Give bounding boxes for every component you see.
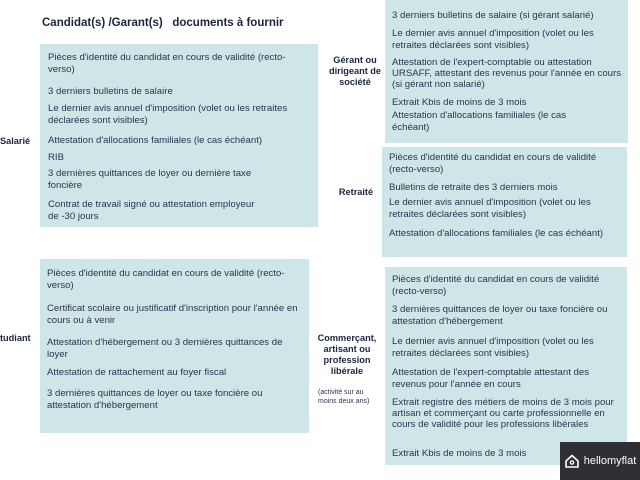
document-item: Attestation de l'expert-comptable attestant des revenus pour l'année en cours	[392, 367, 590, 390]
document-item: 3 derniers bulletins de salaire	[48, 86, 173, 97]
category-label-etudiant: tudiant	[0, 333, 31, 343]
document-item: Attestation d'allocations familiales (le cas échéant)	[392, 110, 567, 133]
document-item: Le dernier avis annuel d'imposition (volet ou les retraites déclarées sont visibles)	[48, 103, 288, 126]
category-label-salarie: Salarié	[0, 136, 31, 146]
category-label-commercant: Commerçant, artisant ou profession libérale	[317, 333, 377, 376]
document-item: RIB	[48, 152, 64, 163]
document-item: Le dernier avis annuel d'imposition (volet ou les retraites déclarées sont visibles)	[389, 197, 591, 220]
document-item: Le dernier avis annuel d'imposition (volet ou les retraites déclarées sont visibles)	[392, 28, 594, 51]
document-item: Attestation de l'expert-comptable ou attestation URSAFF, attestant des revenus pour l'année en cours (si gérant non salarié)	[392, 57, 622, 90]
document-item: Contrat de travail signé ou attestation employeur de -30 jours	[48, 199, 255, 222]
document-item: Pièces d'identité du candidat en cours de validité (recto-verso)	[389, 152, 597, 175]
document-item: 3 dernières quittances de loyer ou taxe foncière ou attestation d'hébergement	[392, 304, 608, 327]
document-item: Attestation d'allocations familiales (le cas échéant)	[389, 228, 604, 239]
document-item: Attestation d'hébergement ou 3 dernières quittances de loyer	[47, 337, 283, 360]
document-item: Pièces d'identité du candidat en cours de validité (recto-verso)	[47, 268, 285, 291]
document-item: Attestation de rattachement au foyer fiscal	[47, 367, 227, 378]
house-icon	[564, 453, 580, 469]
documents-box-gerant	[385, 0, 628, 143]
document-item: Pièces d'identité du candidat en cours de validité (recto-verso)	[48, 52, 286, 75]
document-item: Certificat scolaire ou justificatif d'inscription pour l'année en cours ou à venir	[47, 303, 298, 326]
documents-box-commercant	[385, 267, 627, 465]
document-item: 3 dernières quittances de loyer ou dernière taxe foncière	[48, 168, 252, 191]
document-item: Pièces d'identité du candidat en cours de validité (recto-verso)	[392, 274, 600, 297]
category-label-gerant: Gérant ou dirigeant de société	[328, 55, 382, 87]
document-item: Extrait registre des métiers de moins de 3 mois pour artisan et commerçant ou carte professionnelle en cours de validité pour les professions libérales	[392, 397, 614, 430]
document-item: 3 derniers bulletins de salaire (si gérant salarié)	[392, 10, 594, 21]
document-item: Extrait Kbis de moins de 3 mois	[392, 448, 527, 459]
category-label-retraite: Retraité	[338, 187, 374, 197]
category-note-commercant: (activité sur au moins deux ans)	[318, 389, 370, 405]
brand-name: hellomyflat	[583, 455, 637, 467]
documents-box-retraite	[382, 147, 627, 257]
document-item: Le dernier avis annuel d'imposition (volet ou les retraites déclarées sont visibles)	[392, 336, 594, 359]
document-item: Attestation d'allocations familiales (le cas échéant)	[48, 135, 263, 146]
document-item: Bulletins de retraite des 3 derniers mois	[389, 182, 558, 193]
document-item: 3 dernières quittances de loyer ou taxe foncière ou attestation d'hébergement	[47, 388, 263, 411]
brand-logo	[560, 442, 640, 480]
documents-box-salarie	[40, 44, 318, 227]
documents-box-etudiant	[40, 259, 309, 433]
page-title: Candidat(s) /Garant(s) documents à fournir	[42, 17, 284, 29]
document-item: Extrait Kbis de moins de 3 mois	[392, 97, 527, 108]
